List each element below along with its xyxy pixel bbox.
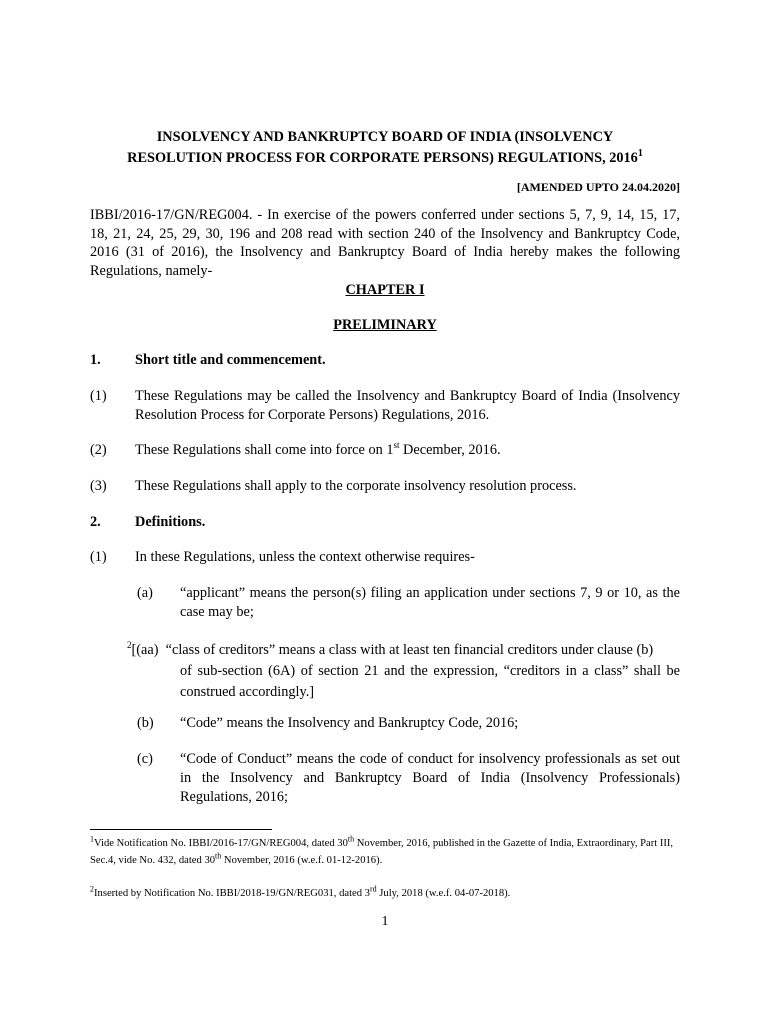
title-line-2: RESOLUTION PROCESS FOR CORPORATE PERSONS) REGULATIONS, 2016	[127, 150, 638, 166]
definition-text: “Code” means the Insolvency and Bankruptcy Code, 2016;	[180, 715, 519, 731]
page-number: 1	[381, 914, 389, 929]
section-number: 1.	[90, 352, 101, 368]
clause-number: (3)	[90, 478, 107, 494]
regulation-title	[90, 127, 680, 169]
definition-number: (b)	[137, 715, 154, 731]
clause-text: These Regulations shall apply to the corporate insolvency resolution process.	[135, 478, 577, 494]
definition-number: (a)	[137, 585, 153, 601]
title-line-1: INSOLVENCY AND BANKRUPTCY BOARD OF INDIA (INSOLVENCY	[156, 129, 614, 145]
footnote-separator	[90, 829, 272, 830]
definition-text: “applicant” means the person(s) filing an application under sections 7, 9 or 10, as the case may be;	[180, 585, 680, 620]
definition-aa-text: of sub-section (6A) of section 21 and the expression, “creditors in a class” shall be construed accordingly.]	[180, 663, 680, 700]
footnote-ref: 2	[127, 640, 132, 651]
clause-text: In these Regulations, unless the context otherwise requires-	[135, 549, 475, 565]
footnote-2: $^2$Inserted by Notification No. IBBI/2018-19/GN/REG031, dated 3rd July, 2018 (w.e.f. 04-07-2018).	[90, 884, 511, 899]
definition-number: (c)	[137, 751, 153, 767]
clause-text: These Regulations shall come into force on 1st December, 2016.	[135, 440, 501, 458]
title-footnote-ref: 1	[637, 148, 643, 160]
clause-number: (2)	[90, 442, 107, 458]
section-heading: Definitions.	[135, 514, 206, 530]
section-heading: Short title and commencement.	[135, 352, 326, 368]
definition-aa-first-line: $^2$[(aa) “class of creditors” means a class with at least ten financial creditors under clause (b)	[127, 640, 654, 658]
clause-text: These Regulations may be called the Insolvency and Bankruptcy Board of India (Insolvency Resolution Process for Corporate Persons) Regulations, 2016.	[135, 388, 680, 423]
chapter-heading: CHAPTER I	[345, 282, 425, 298]
preamble-paragraph: IBBI/2016-17/GN/REG004. - In exercise of the powers conferred under sections 5, 7, 9, 14, 15, 17, 18, 21, 24, 25, 29, 30, 196 and 208 read with section 240 of the Insolvency and Bankruptcy Code, 2016 (31 of 2016), the Insolvency and Bankruptcy Board of India hereby makes the following Regulations, namely-	[90, 207, 680, 280]
section-number: 2.	[90, 514, 101, 530]
clause-number: (1)	[90, 388, 107, 404]
footnote-1: $^1$Vide Notification No. IBBI/2016-17/GN/REG004, dated 30th November, 2016, published in the Gazette of India, Extraordinary, Part III, Sec.4, vide No. 432, dated 30th November, 2016 (w.e.f. 01-12-2016).	[90, 834, 674, 866]
amended-note: [AMENDED UPTO 24.04.2020]	[516, 180, 680, 194]
chapter-title: PRELIMINARY	[333, 317, 437, 333]
clause-number: (1)	[90, 549, 107, 565]
definition-text: “Code of Conduct” means the code of conduct for insolvency professionals as set out in the Insolvency and Bankruptcy Board of India (Insolvency Professionals) Regulations, 2016;	[180, 751, 680, 805]
